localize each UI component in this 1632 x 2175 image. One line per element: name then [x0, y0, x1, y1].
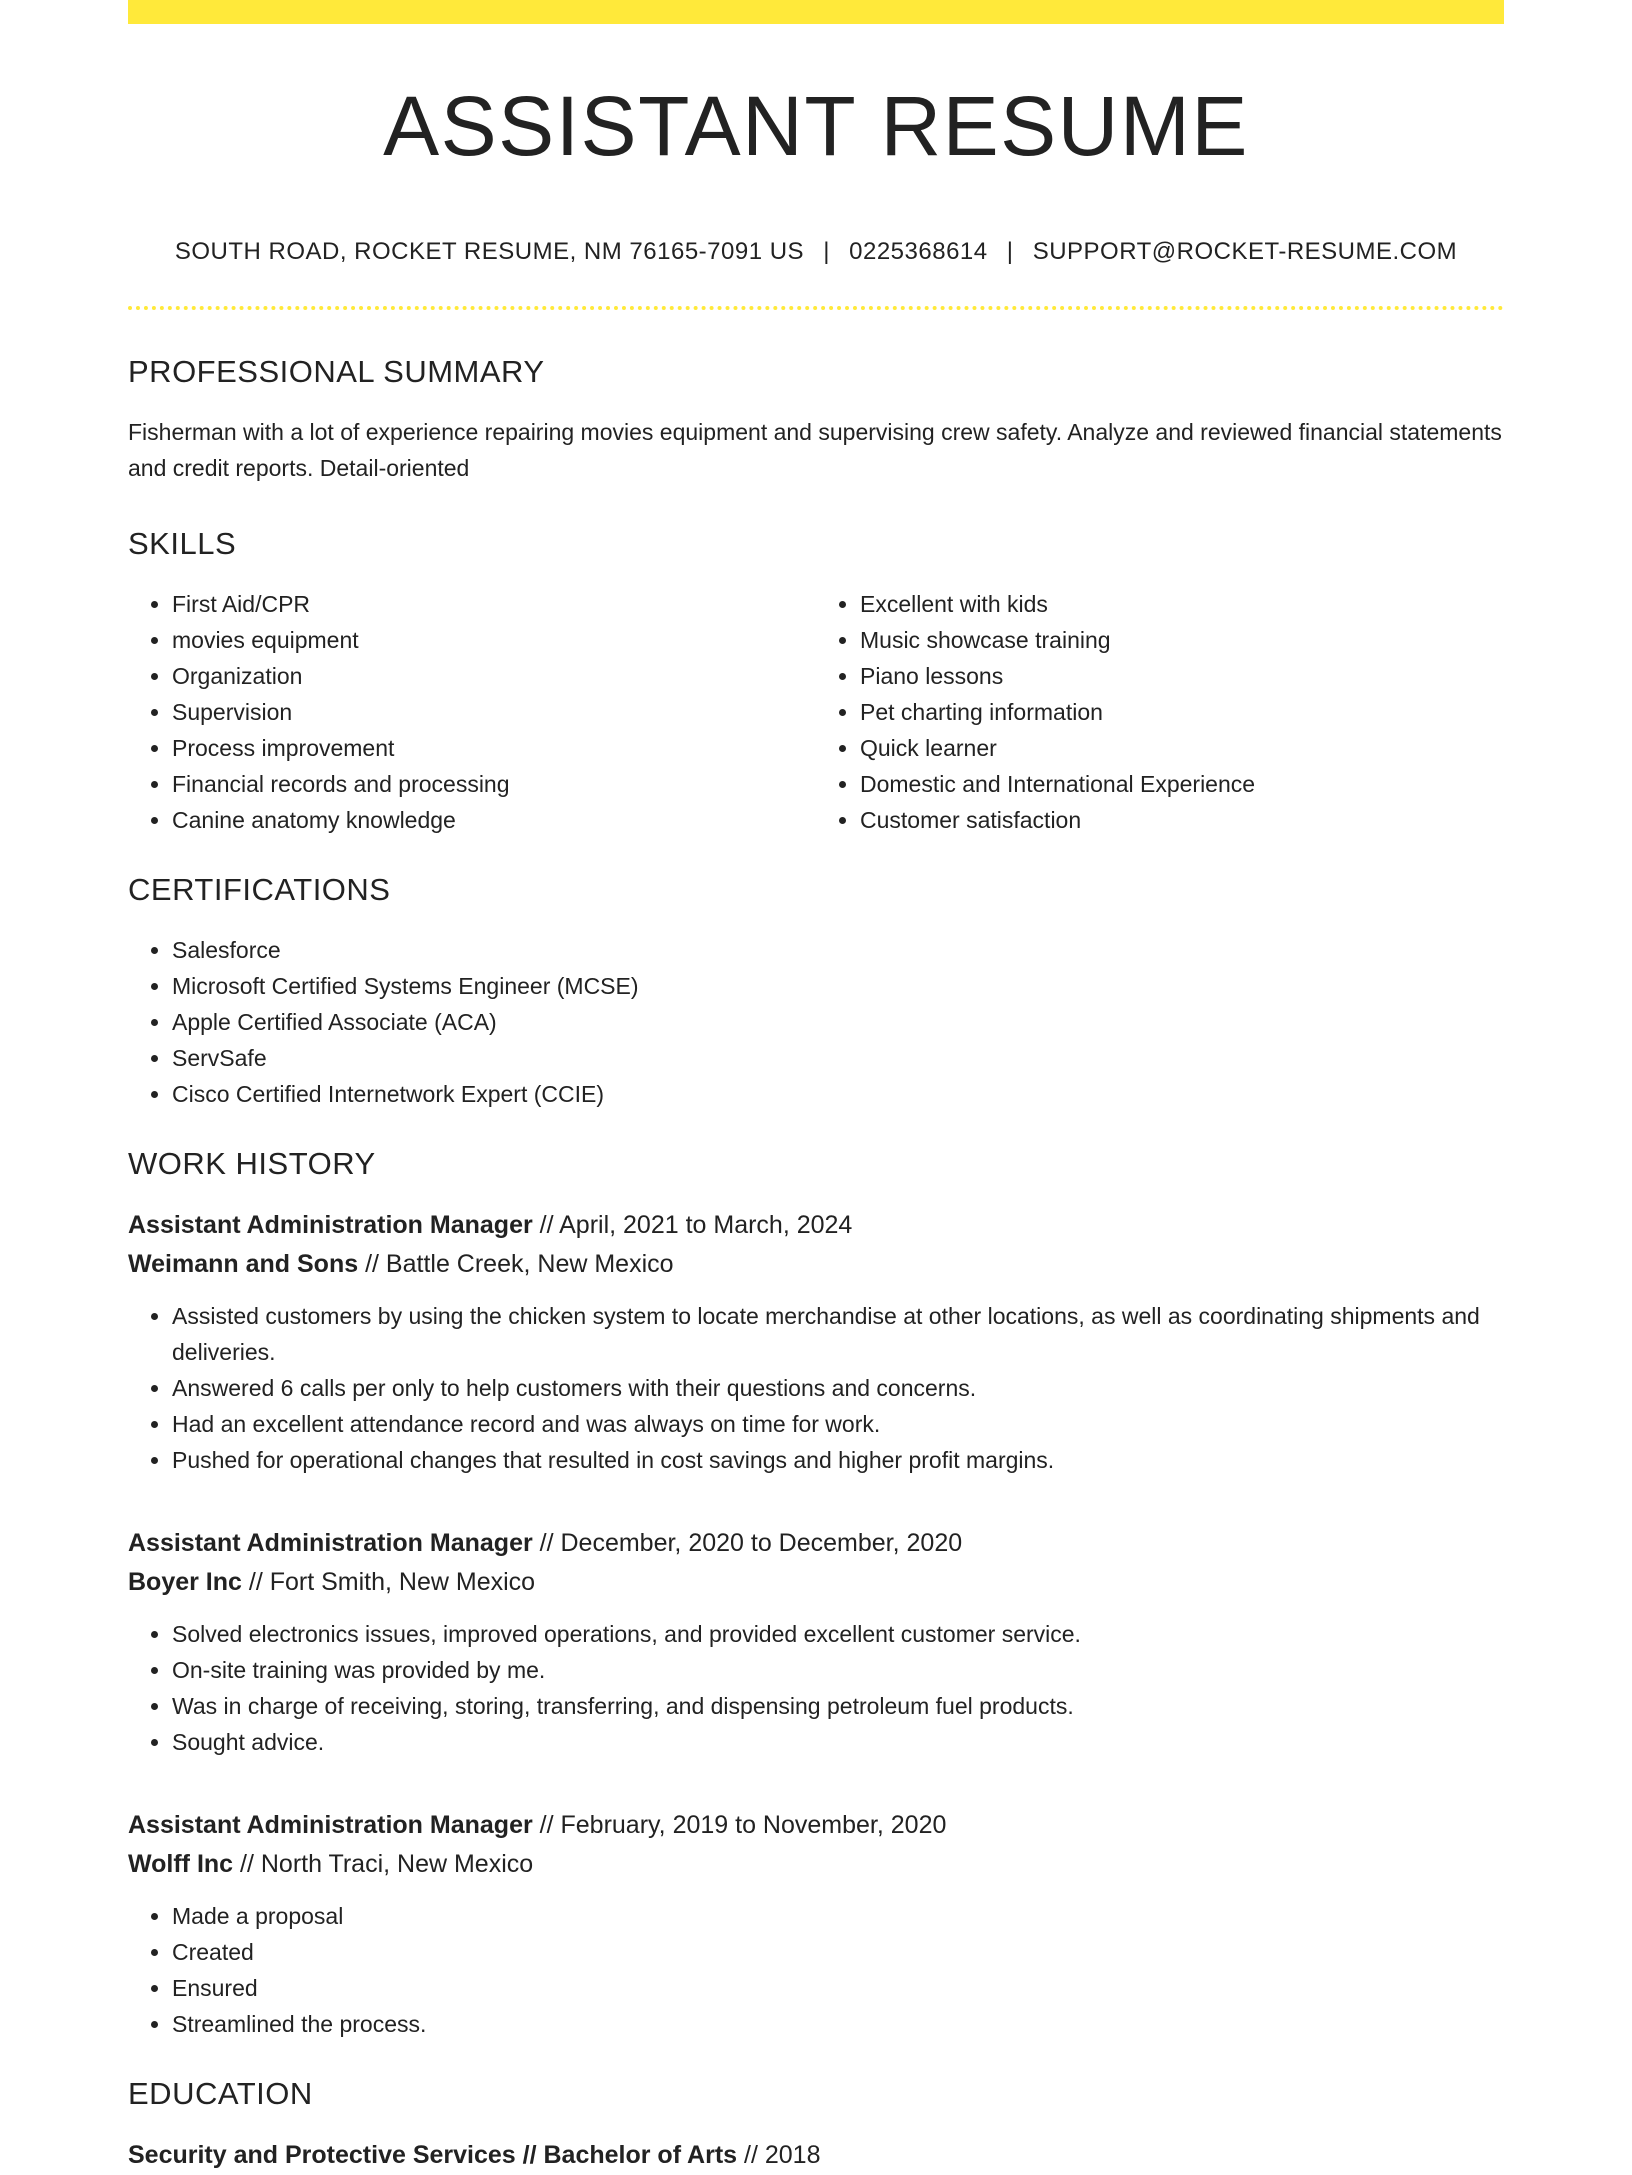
certification-item: • Salesforce [172, 932, 1504, 968]
education-degree: // Bachelor of Arts [522, 2141, 738, 2169]
job-location: // Fort Smith, New Mexico [248, 1568, 536, 1596]
job-duties-list [128, 1298, 1504, 1478]
accent-top-bar [128, 0, 1504, 24]
job-company: Boyer Inc [128, 1568, 242, 1596]
skills-section [128, 526, 1504, 838]
contact-address: SOUTH ROAD, ROCKET RESUME, NM 76165-7091 US [174, 238, 805, 265]
skill-item: • Organization [172, 658, 816, 694]
summary-section [128, 354, 1504, 486]
job-duty: • Created [172, 1934, 1504, 1970]
certification-item: • ServSafe [172, 1040, 1504, 1076]
skill-item: • Piano lessons [860, 658, 1504, 694]
job-duty: • Assisted customers by using the chicken system to locate merchandise at other locations, as well as coordinating shipments and deliveries. [172, 1298, 1504, 1370]
education-section [128, 2076, 1504, 2175]
job-title: Assistant Administration Manager [128, 1811, 533, 1839]
job-title-line [128, 1206, 1504, 1245]
skill-item: • Music showcase training [860, 622, 1504, 658]
summary-text: Fisherman with a lot of experience repairing movies equipment and supervising crew safety. Analyze and reviewed financial statements and credit reports. Detail-oriented [128, 419, 1502, 481]
skill-item: • Supervision [172, 694, 816, 730]
summary-heading: PROFESSIONAL SUMMARY [128, 354, 545, 389]
skill-item: • Excellent with kids [860, 586, 1504, 622]
contact-separator: | [1006, 238, 1014, 265]
contact-email: SUPPORT@ROCKET-RESUME.COM [1032, 238, 1458, 265]
job-duties-list [128, 1616, 1504, 1760]
job-duty: • Was in charge of receiving, storing, transferring, and dispensing petroleum fuel products. [172, 1688, 1504, 1724]
job-duties-list [128, 1898, 1504, 2042]
certifications-list [128, 932, 1504, 1112]
education-year: // 2018 [744, 2141, 821, 2169]
education-heading: EDUCATION [128, 2076, 313, 2111]
skills-list-left [128, 586, 816, 838]
contact-phone: 0225368614 [849, 238, 988, 265]
certification-item: • Cisco Certified Internetwork Expert (CCIE) [172, 1076, 1504, 1112]
job-dates: // February, 2019 to November, 2020 [539, 1811, 947, 1839]
resume-body [128, 354, 1504, 2175]
job-entry [128, 1806, 1504, 2042]
dotted-divider [128, 306, 1504, 310]
education-entry [128, 2136, 1504, 2175]
resume-title: ASSISTANT RESUME [383, 79, 1249, 173]
job-duty: • Had an excellent attendance record and was always on time for work. [172, 1406, 1504, 1442]
certification-item: • Apple Certified Associate (ACA) [172, 1004, 1504, 1040]
job-company-line [128, 1845, 1504, 1884]
skills-heading: SKILLS [128, 526, 237, 561]
job-location: // North Traci, New Mexico [240, 1850, 534, 1878]
certifications-section [128, 872, 1504, 1112]
job-company-line [128, 1563, 1504, 1602]
skill-item: • Quick learner [860, 730, 1504, 766]
skill-item: • Domestic and International Experience [860, 766, 1504, 802]
certifications-heading: CERTIFICATIONS [128, 872, 391, 907]
job-location: // Battle Creek, New Mexico [365, 1250, 674, 1278]
job-duty: • Solved electronics issues, improved operations, and provided excellent customer service. [172, 1616, 1504, 1652]
job-duty: • Sought advice. [172, 1724, 1504, 1760]
skill-item: • movies equipment [172, 622, 816, 658]
job-title-line [128, 1524, 1504, 1563]
job-entry [128, 1524, 1504, 1760]
job-duty: • On-site training was provided by me. [172, 1652, 1504, 1688]
job-duty: • Streamlined the process. [172, 2006, 1504, 2042]
work-history-heading: WORK HISTORY [128, 1146, 376, 1181]
contact-line [128, 238, 1504, 266]
job-dates: // December, 2020 to December, 2020 [539, 1529, 963, 1557]
skill-item: • Pet charting information [860, 694, 1504, 730]
job-duty: • Ensured [172, 1970, 1504, 2006]
skills-columns [128, 586, 1504, 838]
skill-item: • First Aid/CPR [172, 586, 816, 622]
contact-separator: | [823, 238, 830, 265]
job-title: Assistant Administration Manager [128, 1211, 533, 1239]
skill-item: • Canine anatomy knowledge [172, 802, 816, 838]
job-dates: // April, 2021 to March, 2024 [539, 1211, 853, 1239]
job-company: Weimann and Sons [128, 1250, 359, 1278]
job-company-line [128, 1245, 1504, 1284]
job-entry [128, 1206, 1504, 1478]
skill-item: • Process improvement [172, 730, 816, 766]
certification-item: • Microsoft Certified Systems Engineer (MCSE) [172, 968, 1504, 1004]
job-title: Assistant Administration Manager [128, 1529, 533, 1557]
education-field: Security and Protective Services [128, 2141, 516, 2169]
job-title-line [128, 1806, 1504, 1845]
job-duty: • Made a proposal [172, 1898, 1504, 1934]
job-company: Wolff Inc [128, 1850, 234, 1878]
job-duty: • Answered 6 calls per only to help customers with their questions and concerns. [172, 1370, 1504, 1406]
job-duty: • Pushed for operational changes that resulted in cost savings and higher profit margins. [172, 1442, 1504, 1478]
work-history-section [128, 1146, 1504, 2042]
skill-item: • Financial records and processing [172, 766, 816, 802]
skills-list-right [816, 586, 1504, 838]
skill-item: • Customer satisfaction [860, 802, 1504, 838]
